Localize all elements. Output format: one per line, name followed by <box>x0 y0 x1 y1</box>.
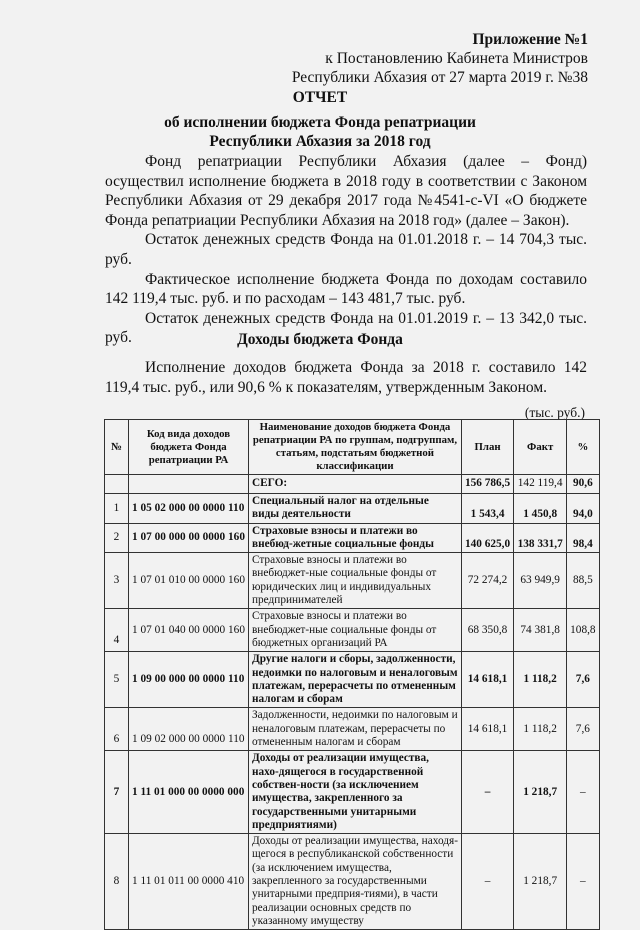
appendix-title: Приложение №1 <box>472 31 588 48</box>
appendix-line-1: к Постановлению Кабинета Министров <box>325 50 588 67</box>
row-code: 1 07 01 010 00 0000 160 <box>129 553 249 609</box>
row-num: 1 <box>105 494 129 524</box>
row-pct: – <box>567 751 599 834</box>
total-fact: 142 119,4 <box>514 475 567 494</box>
row-name: Другие налоги и сборы, задолженности, недоимки по налоговым и неналоговым платежам, перерасчеты по отмененным налогам и сборам <box>248 652 461 708</box>
row-fact: 1 218,7 <box>514 834 567 930</box>
row-pct: – <box>567 834 599 930</box>
row-name: Доходы от реализации имущества, нахо-дящегося в государственной собствен-ности (за исключением имущества, закрепленного за государственными унитарными предприятиями) <box>248 751 461 834</box>
header-code: Код вида доходов бюджета Фонда репатриации РА <box>129 420 249 475</box>
row-name: Специальный налог на отдельные виды деятельности <box>248 494 461 524</box>
paragraph-income-execution: Исполнение доходов бюджета Фонда за 2018 г. составило 142 119,4 тыс. руб., или 90,6 % к показателям, утвержденным Законом. <box>105 359 587 396</box>
row-pct: 108,8 <box>567 609 599 652</box>
row-num: 6 <box>105 708 129 751</box>
units-label: (тыс. руб.) <box>524 405 585 420</box>
row-name: Страховые взносы и платежи во внебюджет-ные социальные фонды от юридических лиц и индивидуальных предпринимателей <box>248 553 461 609</box>
row-fact: 74 381,8 <box>514 609 567 652</box>
header-num: № <box>105 420 129 475</box>
row-plan: 1 543,4 <box>461 494 513 524</box>
row-num: 3 <box>105 553 129 609</box>
row-pct: 98,4 <box>567 523 599 553</box>
row-name: Задолженности, недоимки по налоговым и неналоговым платежам, перерасчеты по отмененным налогам и сборам <box>248 708 461 751</box>
row-fact: 1 118,2 <box>514 652 567 708</box>
income-text <box>105 358 587 397</box>
row-num: 4 <box>105 609 129 652</box>
table-row <box>105 708 600 751</box>
appendix-line-2: Республики Абхазия от 27 марта 2019 г. №38 <box>291 69 588 86</box>
row-plan: 68 350,8 <box>461 609 513 652</box>
table-row-total <box>105 475 600 494</box>
row-code: 1 07 01 040 00 0000 160 <box>129 609 249 652</box>
row-pct: 94,0 <box>567 494 599 524</box>
paragraph-balance-2019: Остаток денежных средств Фонда на 01.01.2019 г. – 13 342,0 тыс. руб. <box>105 309 587 347</box>
row-pct: 7,6 <box>567 708 599 751</box>
total-code <box>129 475 249 494</box>
row-fact: 63 949,9 <box>514 553 567 609</box>
row-plan: 72 274,2 <box>461 553 513 609</box>
row-plan: – <box>461 751 513 834</box>
intro-text <box>105 152 587 348</box>
row-fact: 138 331,7 <box>514 523 567 553</box>
paragraph-fund-execution: Фонд репатриации Республики Абхазия (далее – Фонд) осуществил исполнение бюджета в 2018 году в соответствии с Законом Республики Абхазия от 29 декабря 2017 года №4541-с-VI «О бюджете Фонда репатриации Республики Абхазия на 2018 год» (далее – Закон). <box>105 153 587 229</box>
row-plan: 14 618,1 <box>461 652 513 708</box>
row-name: Доходы от реализации имущества, находя-щегося в республиканской собственности (за исключением имущества, закрепленного за государственными унитарными предприя-тиями), в части реализации основных средств по указанному имуществу <box>248 834 461 930</box>
header-fact: Факт <box>514 420 567 475</box>
header-pct: % <box>567 420 599 475</box>
income-section-heading: Доходы бюджета Фонда <box>237 331 403 348</box>
row-name: Страховые взносы и платежи во внебюджет-ные социальные фонды от бюджетных организаций РА <box>248 609 461 652</box>
paragraph-balance-2018: Остаток денежных средств Фонда на 01.01.2018 г. – 14 704,3 тыс. руб. <box>105 231 587 268</box>
total-num <box>105 475 129 494</box>
total-label: СЕГО: <box>248 475 461 494</box>
table-row <box>105 652 600 708</box>
total-pct: 90,6 <box>567 475 599 494</box>
row-code: 1 09 02 000 00 0000 110 <box>129 708 249 751</box>
row-code: 1 11 01 000 00 0000 000 <box>129 751 249 834</box>
row-code: 1 07 00 000 00 0000 160 <box>129 523 249 553</box>
table-row <box>105 609 600 652</box>
row-code: 1 05 02 000 00 0000 110 <box>129 494 249 524</box>
paragraph-actual-execution: Фактическое исполнение бюджета Фонда по доходам составило 142 119,4 тыс. руб. и по расходам – 143 481,7 тыс. руб. <box>105 270 587 308</box>
total-plan: 156 786,5 <box>461 475 513 494</box>
row-num: 7 <box>105 751 129 834</box>
row-num: 8 <box>105 834 129 930</box>
header-plan: План <box>461 420 513 475</box>
table-row <box>105 553 600 609</box>
row-plan: 140 625,0 <box>461 523 513 553</box>
table-row <box>105 494 600 524</box>
report-subtitle-line-1: об исполнении бюджета Фонда репатриации <box>164 114 476 131</box>
income-table <box>104 419 600 930</box>
table-header-row <box>105 420 600 475</box>
row-code: 1 11 01 011 00 0000 410 <box>129 834 249 930</box>
report-subtitle-line-2: Республики Абхазия за 2018 год <box>209 133 431 150</box>
table-row <box>105 523 600 553</box>
row-fact: 1 118,2 <box>514 708 567 751</box>
row-name: Страховые взносы и платежи во внебюд-жетные социальные фонды <box>248 523 461 553</box>
row-plan: 14 618,1 <box>461 708 513 751</box>
row-plan: – <box>461 834 513 930</box>
row-code: 1 09 00 000 00 0000 110 <box>129 652 249 708</box>
table-row <box>105 834 600 930</box>
report-subtitle <box>0 113 640 151</box>
header-name: Наименование доходов бюджета Фонда репатриации РА по группам, подгруппам, статьям, подстатьям бюджетной классификации <box>248 420 461 475</box>
row-pct: 7,6 <box>567 652 599 708</box>
row-num: 2 <box>105 523 129 553</box>
row-pct: 88,5 <box>567 553 599 609</box>
row-num: 5 <box>105 652 129 708</box>
table-row <box>105 751 600 834</box>
row-fact: 1 218,7 <box>514 751 567 834</box>
appendix-header <box>292 30 588 87</box>
row-fact: 1 450,8 <box>514 494 567 524</box>
report-title: ОТЧЕТ <box>292 89 348 106</box>
